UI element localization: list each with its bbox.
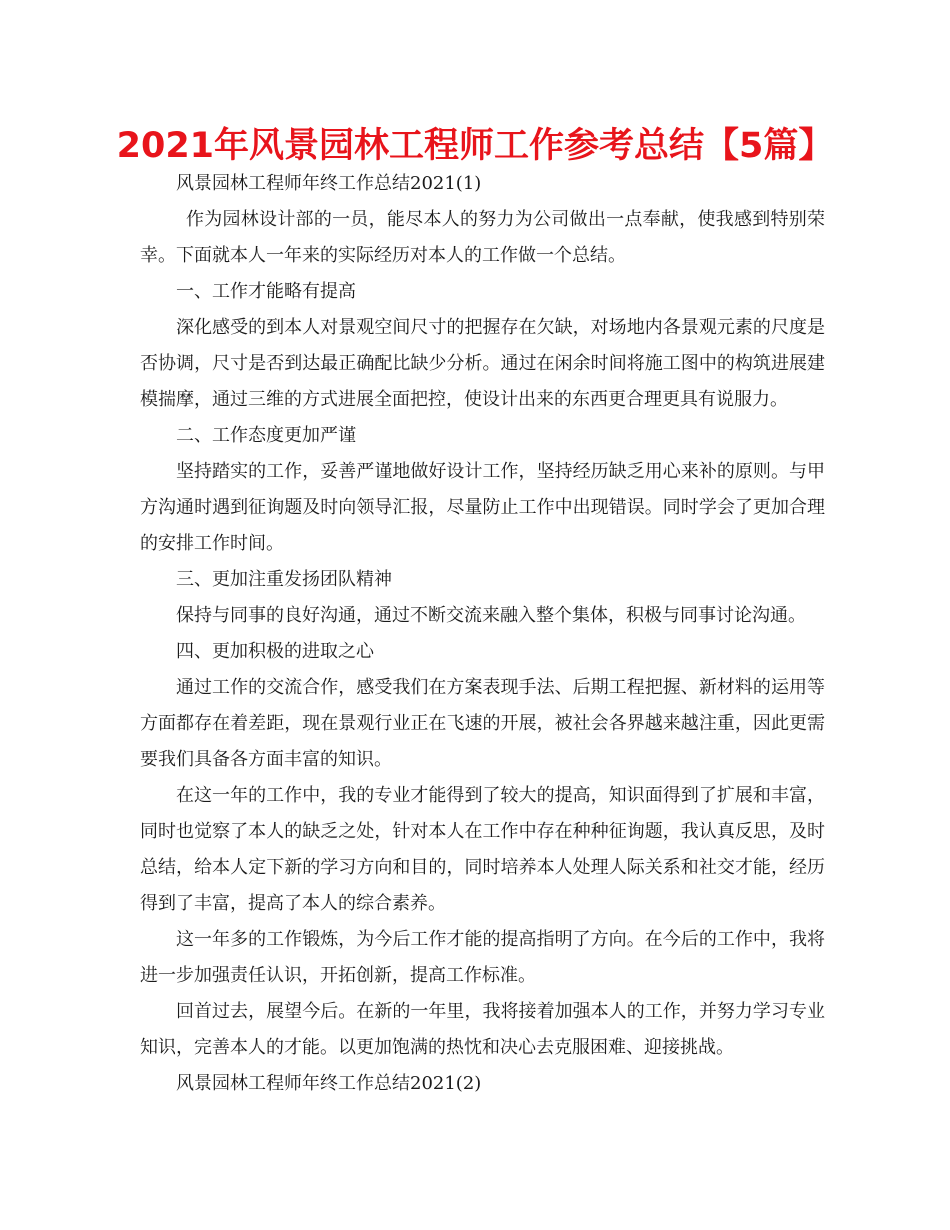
paragraph: 保持与同事的良好沟通，通过不断交流来融入整个集体，积极与同事讨论沟通。 [176,605,806,626]
paragraph: 通过工作的交流合作，感受我们在方案表现手法、后期工程把握、新材料的运用等方面都存在着差距，现在景观行业正在飞速的开展，被社会各界越来越注重，因此更需要我们具备各方面丰富的知识。 [140,677,825,770]
subheading: 二、工作态度更加严谨 [176,425,356,446]
paragraph: 坚持踏实的工作，妥善严谨地做好设计工作，坚持经历缺乏用心来补的原则。与甲方沟通时遇到征询题及时向领导汇报，尽量防止工作中出现错误。同时学会了更加合理的安排工作时间。 [140,461,825,554]
paragraph: 这一年多的工作锻炼，为今后工作才能的提高指明了方向。在今后的工作中，我将进一步加强责任认识，开拓创新，提高工作标准。 [140,929,825,986]
subheading: 一、工作才能略有提高 [176,281,356,302]
paragraph: 回首过去，展望今后。在新的一年里，我将接着加强本人的工作，并努力学习专业知识，完善本人的才能。以更加饱满的热忱和决心去克服困难、迎接挑战。 [140,1001,825,1058]
section-heading-2: 风景园林工程师年终工作总结2021(2) [176,1073,482,1094]
subheading: 四、更加积极的进取之心 [176,641,374,662]
paragraph: 在这一年的工作中，我的专业才能得到了较大的提高，知识面得到了扩展和丰富，同时也觉察了本人的缺乏之处，针对本人在工作中存在种种征询题，我认真反思，及时总结，给本人定下新的学习方向和目的，同时培养本人处理人际关系和社交才能，经历得到了丰富，提高了本人的综合素养。 [140,785,825,914]
document-body [140,166,825,1102]
document-title: 2021年风景园林工程师工作参考总结【5篇】 [116,126,834,166]
paragraph: 作为园林设计部的一员，能尽本人的努力为公司做出一点奉献，使我感到特别荣幸。下面就本人一年来的实际经历对本人的工作做一个总结。 [140,209,825,266]
subheading: 三、更加注重发扬团队精神 [176,569,392,590]
paragraph: 深化感受的到本人对景观空间尺寸的把握存在欠缺，对场地内各景观元素的尺度是否协调，尺寸是否到达最正确配比缺少分析。通过在闲余时间将施工图中的构筑进展建模揣摩，通过三维的方式进展全面把控，使设计出来的东西更合理更具有说服力。 [140,317,825,410]
section-heading-1: 风景园林工程师年终工作总结2021(1) [176,173,482,194]
